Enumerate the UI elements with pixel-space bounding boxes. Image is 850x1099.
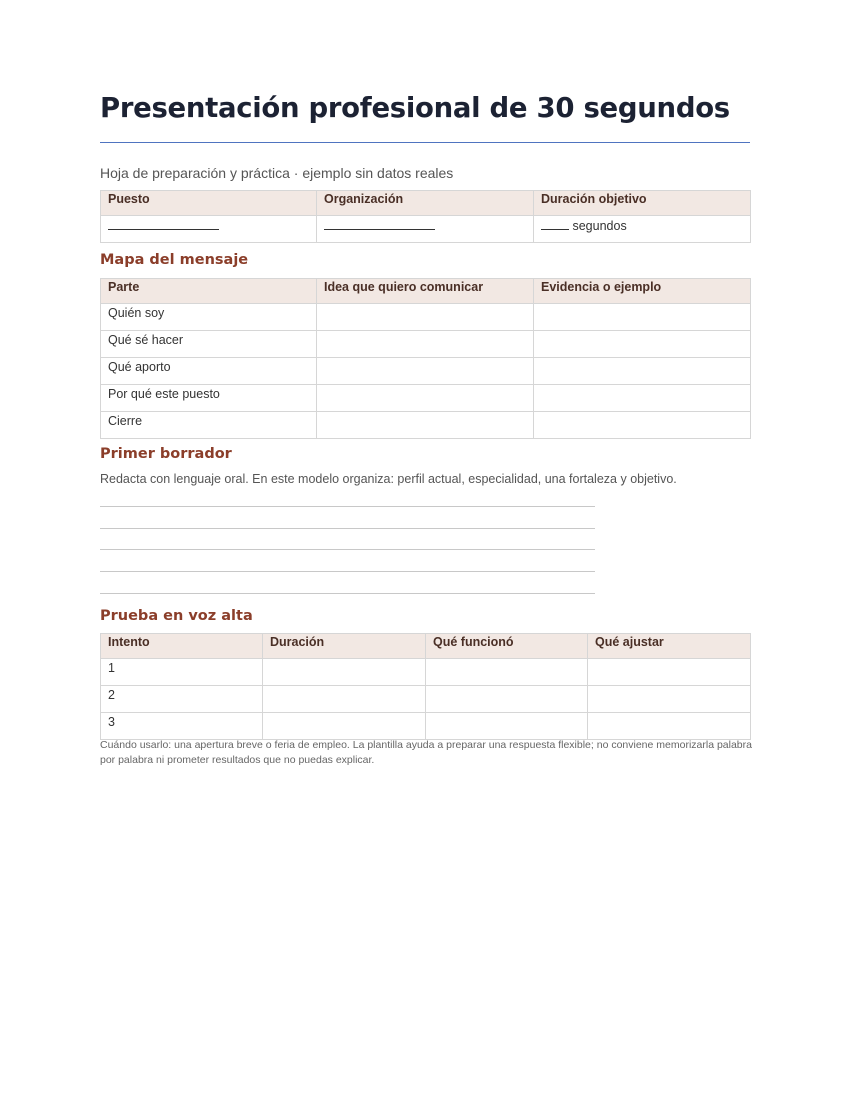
- organization-blank-field[interactable]: [317, 216, 534, 243]
- column-header-position: Puesto: [101, 191, 317, 216]
- duration-unit: segundos: [572, 219, 627, 233]
- page-subtitle: Hoja de preparación y práctica · ejemplo sin datos reales: [100, 165, 454, 181]
- what-to-adjust-cell[interactable]: [588, 713, 751, 740]
- row-label: Qué aporto: [101, 358, 317, 385]
- column-header-evidence: Evidencia o ejemplo: [534, 279, 751, 304]
- practice-table: [100, 633, 751, 740]
- table-header-row: [101, 279, 751, 304]
- column-header-duration: Duración: [263, 634, 426, 659]
- idea-cell[interactable]: [317, 331, 534, 358]
- table-row: [101, 385, 751, 412]
- table-header-row: [101, 634, 751, 659]
- writing-line[interactable]: [100, 593, 595, 594]
- what-worked-cell[interactable]: [426, 659, 588, 686]
- table-row: [101, 412, 751, 439]
- evidence-cell[interactable]: [534, 331, 751, 358]
- message-map-table: [100, 278, 751, 439]
- what-to-adjust-cell[interactable]: [588, 686, 751, 713]
- page-title: Presentación profesional de 30 segundos: [100, 92, 730, 124]
- draft-instruction: Redacta con lenguaje oral. En este modelo organiza: perfil actual, especialidad, una fortaleza y objetivo.: [100, 472, 677, 486]
- what-to-adjust-cell[interactable]: [588, 659, 751, 686]
- evidence-cell[interactable]: [534, 412, 751, 439]
- column-header-attempt: Intento: [101, 634, 263, 659]
- idea-cell[interactable]: [317, 304, 534, 331]
- writing-line[interactable]: [100, 506, 595, 507]
- column-header-what-worked: Qué funcionó: [426, 634, 588, 659]
- column-header-target-duration: Duración objetivo: [534, 191, 751, 216]
- section-heading-practice: Prueba en voz alta: [100, 608, 253, 624]
- duration-cell[interactable]: [263, 686, 426, 713]
- writing-line[interactable]: [100, 549, 595, 550]
- duration-cell[interactable]: [263, 713, 426, 740]
- attempt-number: 2: [101, 686, 263, 713]
- attempt-number: 1: [101, 659, 263, 686]
- column-header-idea: Idea que quiero comunicar: [317, 279, 534, 304]
- row-label: Por qué este puesto: [101, 385, 317, 412]
- column-header-part: Parte: [101, 279, 317, 304]
- idea-cell[interactable]: [317, 385, 534, 412]
- writing-line[interactable]: [100, 571, 595, 572]
- position-info-table: [100, 190, 751, 243]
- column-header-what-to-adjust: Qué ajustar: [588, 634, 751, 659]
- row-label: Qué sé hacer: [101, 331, 317, 358]
- table-row: [101, 659, 751, 686]
- duration-cell[interactable]: [263, 659, 426, 686]
- table-row: [101, 304, 751, 331]
- idea-cell[interactable]: [317, 412, 534, 439]
- column-header-organization: Organización: [317, 191, 534, 216]
- position-blank-field[interactable]: [101, 216, 317, 243]
- row-label: Cierre: [101, 412, 317, 439]
- table-row: [101, 331, 751, 358]
- attempt-number: 3: [101, 713, 263, 740]
- writing-line[interactable]: [100, 528, 595, 529]
- title-divider: [100, 142, 750, 143]
- idea-cell[interactable]: [317, 358, 534, 385]
- what-worked-cell[interactable]: [426, 686, 588, 713]
- usage-note: Cuándo usarlo: una apertura breve o feria de empleo. La plantilla ayuda a preparar una respuesta flexible; no conviene memorizarla palabra por palabra ni prometer resultados que no puedas explicar.: [100, 739, 752, 766]
- table-row: [101, 358, 751, 385]
- table-header-row: [101, 191, 751, 216]
- what-worked-cell[interactable]: [426, 713, 588, 740]
- table-row: [101, 216, 751, 243]
- evidence-cell[interactable]: [534, 385, 751, 412]
- section-heading-first-draft: Primer borrador: [100, 446, 232, 462]
- evidence-cell[interactable]: [534, 304, 751, 331]
- table-row: [101, 686, 751, 713]
- row-label: Quién soy: [101, 304, 317, 331]
- section-heading-message-map: Mapa del mensaje: [100, 252, 249, 268]
- duration-field[interactable]: [534, 216, 751, 243]
- table-row: [101, 713, 751, 740]
- evidence-cell[interactable]: [534, 358, 751, 385]
